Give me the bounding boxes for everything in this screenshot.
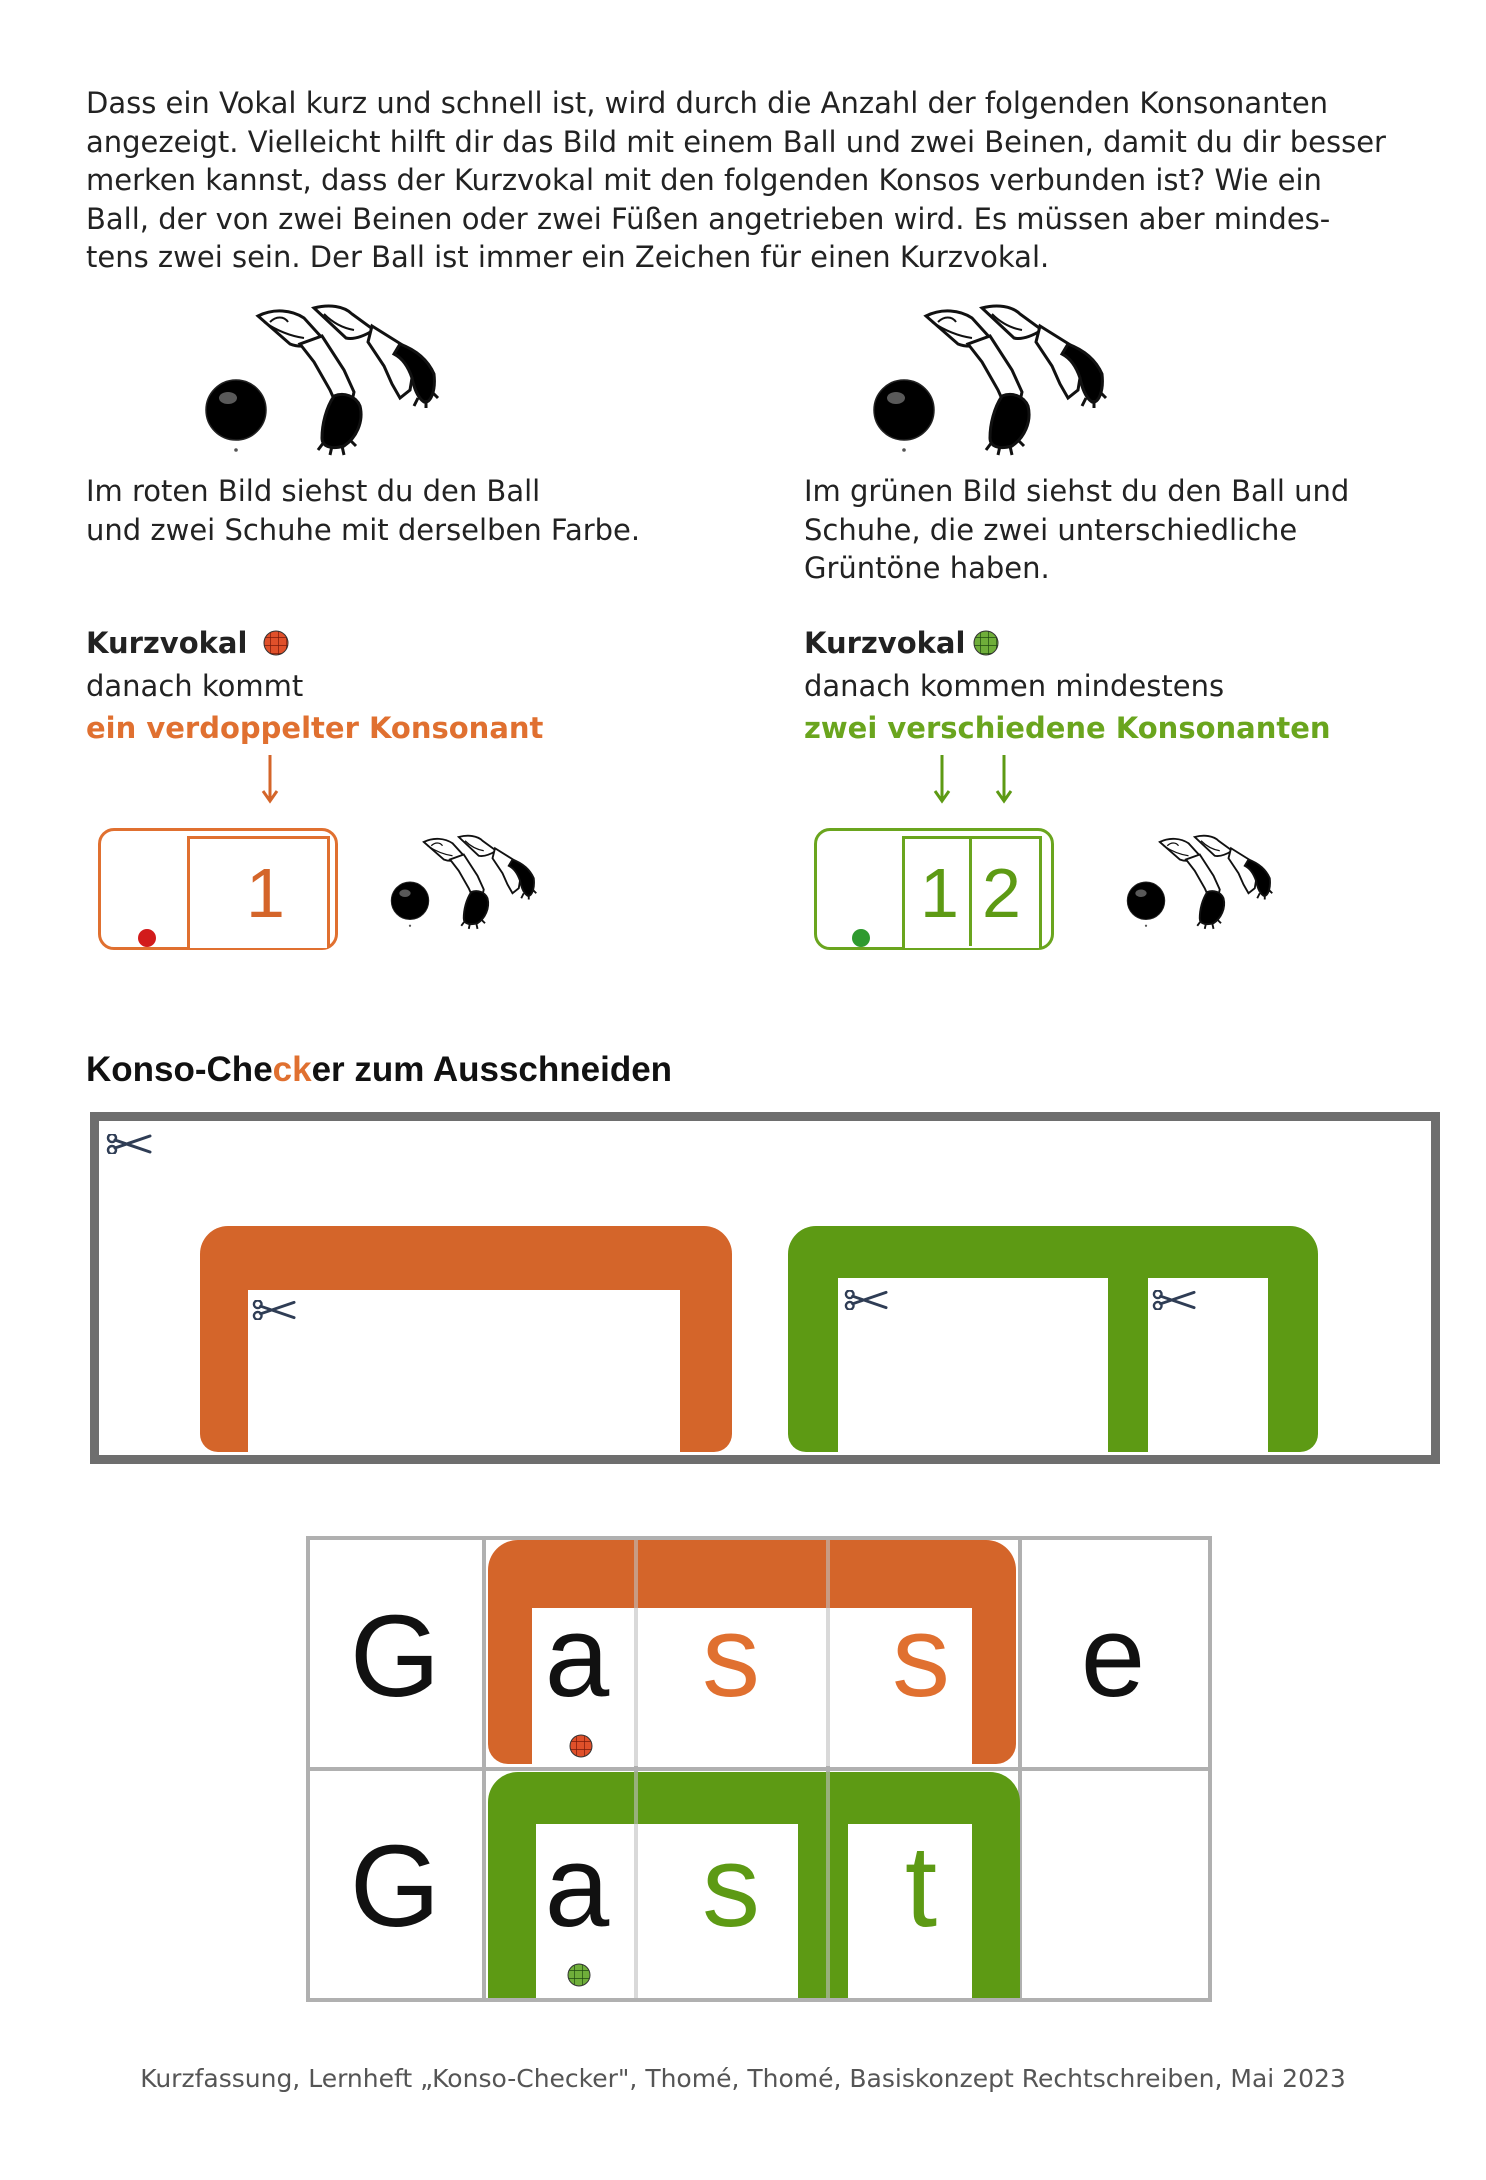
left-caption [86, 472, 640, 549]
football-kick-red-icon [204, 300, 444, 460]
arrow-down-icon [258, 755, 282, 805]
letter-cell: G [349, 1821, 441, 1951]
right-kurzvokal-line: danach kommen mindestens [804, 669, 1225, 703]
right-box-digit-1: 1 [920, 854, 959, 932]
intro-line: angezeigt. Vielleicht hilft dir das Bild mit einem Ball und zwei Beinen, damit du dir besser [86, 124, 1386, 159]
letter-cell: s [702, 1821, 760, 1951]
section-title-highlight: ck [272, 1050, 312, 1089]
section-title-part1: Konso-Che [86, 1050, 273, 1089]
football-kick-green-icon [1126, 832, 1276, 932]
red-ball-icon [262, 629, 290, 657]
caption-line: Grüntöne haben. [804, 551, 1050, 585]
red-ball-icon [568, 1733, 594, 1759]
scissors-icon[interactable] [104, 1134, 154, 1154]
caption-line: und zwei Schuhe mit derselben Farbe. [86, 512, 641, 547]
intro-line: Ball, der von zwei Beinen oder zwei Füßen angetrieben wird. Es müssen aber mindes- [86, 201, 1331, 236]
football-kick-green-icon [872, 300, 1112, 460]
arrow-down-icon [930, 755, 954, 805]
section-title-part2: er zum Ausschneiden [311, 1050, 673, 1089]
letter-cell: a [544, 1821, 610, 1951]
caption-line: Im roten Bild siehst du den Ball [86, 474, 541, 508]
intro-line: merken kannst, dass der Kurzvokal mit den folgenden Konsos verbunden ist? Wie ein [86, 163, 1322, 197]
grid-divider [826, 1772, 830, 1998]
letter-cell: t [904, 1821, 938, 1951]
scissors-icon[interactable] [1152, 1290, 1196, 1310]
intro-line: tens zwei sein. Der Ball ist immer ein Zeichen für einen Kurzvokal. [86, 240, 1050, 274]
green-ball-icon [566, 1962, 592, 1988]
orange-checker-window [248, 1290, 680, 1452]
letter-cell: s [892, 1591, 950, 1721]
intro-paragraph [86, 84, 1406, 277]
arrow-down-icon [992, 755, 1016, 805]
letter-cell: s [702, 1591, 760, 1721]
right-kurzvokal-title: Kurzvokal [804, 626, 966, 660]
scissors-icon[interactable] [252, 1300, 296, 1320]
green-ball-icon [972, 629, 1000, 657]
green-ball-icon [850, 927, 872, 949]
intro-line: Dass ein Vokal kurz und schnell ist, wird durch die Anzahl der folgenden Konsonanten [86, 86, 1329, 120]
right-slot-divider [969, 836, 972, 946]
right-kurzvokal-highlight: zwei verschiedene Konsonanten [804, 711, 1331, 745]
scissors-icon[interactable] [844, 1290, 888, 1310]
grid-divider [482, 1536, 486, 2002]
letter-cell: a [544, 1591, 610, 1721]
left-kurzvokal-line: danach kommt [86, 669, 304, 703]
grid-divider [826, 1540, 830, 1766]
grid-divider [306, 1767, 1212, 1771]
right-box-digit-2: 2 [982, 854, 1021, 932]
letter-cell: G [349, 1591, 441, 1721]
left-kurzvokal-title: Kurzvokal [86, 626, 248, 660]
left-kurzvokal-highlight: ein verdoppelter Konsonant [86, 711, 544, 745]
footer-citation: Kurzfassung, Lernheft „Konso-Checker", Thomé, Thomé, Basiskonzept Rechtschreiben, Mai 2023 [140, 2064, 1346, 2093]
section-title [86, 1050, 672, 1090]
red-ball-icon [136, 927, 158, 949]
left-box-digit: 1 [246, 854, 285, 932]
letter-cell: e [1080, 1591, 1146, 1721]
caption-line: Schuhe, die zwei unterschiedliche [804, 512, 1298, 547]
right-caption [804, 472, 1349, 588]
caption-line: Im grünen Bild siehst du den Ball und [804, 474, 1350, 508]
football-kick-red-icon [390, 832, 540, 932]
